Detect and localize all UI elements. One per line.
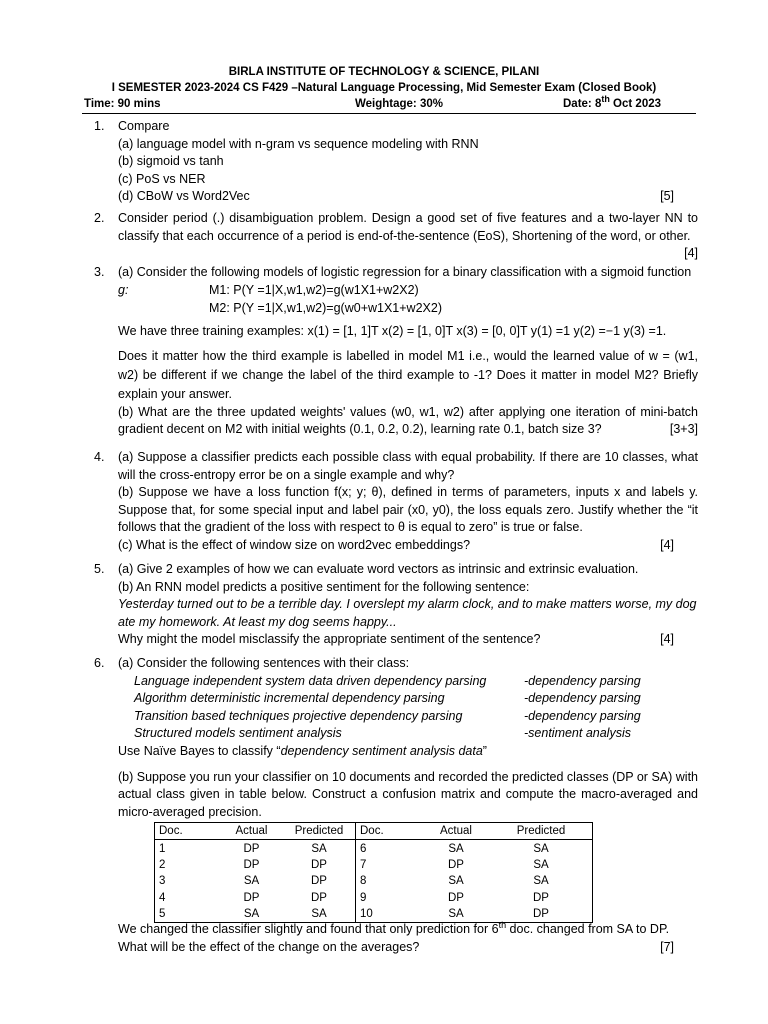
q6-change-note: We changed the classifier slightly and found that only prediction for 6th doc. changed from SA to DP. — [118, 919, 670, 936]
q6-part-a: (a) Consider the following sentences with their class: — [118, 656, 410, 670]
q2-text: Consider period (.) disambiguation problem. Design a good set of five features and a two-layer NN to classify that each occurrence of a period is end-of-the-sentence (EoS), Shortening of the word, or other. — [118, 211, 698, 243]
q3-marks: [3+3] — [669, 422, 698, 437]
q5-part-b: (b) An RNN model predicts a positive sentiment for the following sentence: — [118, 579, 530, 594]
classification-results-table — [154, 822, 593, 923]
q4-part-b: (b) Suppose we have a loss function f(x; y; θ), defined in terms of parameters, inputs x and labels y. Suppose that, for some special input and label pair (x0, y0), the loss equals zero. Justify whether the “it follows that the gradient of the loss with respect to θ is equal to zero” is true or false. — [118, 485, 698, 535]
q1-part-b: (b) sigmoid vs tanh — [118, 154, 224, 169]
question-4 — [94, 449, 698, 555]
q2-marks: [4] — [684, 246, 698, 261]
q3-g-label: g: — [118, 282, 129, 297]
question-1 — [94, 118, 698, 206]
q6-marks: [7] — [660, 939, 674, 954]
table-row: 2 DP DP 7 DP SA — [155, 857, 593, 873]
table-row: 4 DP DP 9 DP DP — [155, 890, 593, 906]
exam-weightage: Weightage: 30% — [355, 98, 443, 110]
question-3 — [94, 264, 698, 439]
q1-title: Compare — [118, 119, 170, 133]
q1-part-d: (d) CBoW vs Word2Vec — [118, 189, 250, 204]
q6-followup — [94, 921, 698, 956]
question-number: 4. — [94, 450, 105, 464]
header-divider — [82, 113, 696, 114]
q5-part-a: (a) Give 2 examples of how we can evaluate word vectors as intrinsic and extrinsic evaluation. — [118, 562, 639, 576]
q4-marks: [4] — [660, 537, 674, 552]
institute-title: BIRLA INSTITUTE OF TECHNOLOGY & SCIENCE, PILANI — [228, 66, 540, 78]
exam-time: Time: 90 mins — [84, 98, 161, 110]
question-number: 2. — [94, 211, 105, 225]
q3-model-m2: M2: P(Y =1|X,w1,w2)=g(w0+w1X1+w2X2) — [209, 300, 442, 315]
q5-marks: [4] — [660, 632, 674, 647]
question-6 — [94, 655, 698, 821]
question-2 — [94, 210, 698, 263]
q1-part-a: (a) language model with n-gram vs sequence modeling with RNN — [118, 136, 479, 151]
exam-title: I SEMESTER 2023-2024 CS F429 –Natural Language Processing, Mid Semester Exam (Closed Book) — [111, 82, 657, 94]
q5-why: Why might the model misclassify the appropriate sentiment of the sentence? — [118, 632, 541, 647]
q6-naive-bayes-task: Use Naïve Bayes to classify “dependency sentiment analysis data” — [118, 743, 487, 758]
table-row: 5 SA SA 10 SA DP — [155, 906, 593, 923]
table-row: 1 DP SA 6 SA SA — [155, 840, 593, 857]
q1-part-c: (c) PoS vs NER — [118, 171, 206, 186]
question-number: 6. — [94, 656, 105, 670]
q3-intro: (a) Consider the following models of logistic regression for a binary classification with a sigmoid function — [118, 265, 692, 279]
q6-sentence: Language independent system data driven dependency parsing -dependency parsing — [134, 673, 641, 688]
q3-model-m1: M1: P(Y =1|X,w1,w2)=g(w1X1+w2X2) — [209, 282, 419, 297]
question-number: 3. — [94, 265, 105, 279]
q6-effect-question: What will be the effect of the change on the averages? — [118, 939, 420, 954]
question-number: 1. — [94, 119, 105, 133]
q3-training-examples: We have three training examples: x(1) = [1, 1]T x(2) = [1, 0]T x(3) = [0, 0]T y(1) =1 y(2) =−1 y(3) =1. — [118, 323, 667, 338]
exam-date: Date: 8th Oct 2023 — [563, 94, 662, 110]
q6-sentence: Algorithm deterministic incremental dependency parsing -dependency parsing — [134, 691, 641, 706]
q3-part-a-text: Does it matter how the third example is labelled in model M1 i.e., would the learned value of w = (w1, w2) be different if we change the label of the third example to -1? Does it matter in model M2? Briefly explain your answer. — [118, 348, 698, 401]
q5-quote: Yesterday turned out to be a terrible day. I overslept my alarm clock, and to make matters worse, my dog ate my homework. At least my dog seems happy... — [118, 597, 697, 629]
q3-part-b-text: (b) What are the three updated weights' values (w0, w1, w2) after applying one iteration of mini-batch gradient decent on M2 with initial weights (0.1, 0.2, 0.2), learning rate 0.1, batch size 3? [3+3] — [118, 404, 698, 439]
q4-part-c: (c) What is the effect of window size on word2vec embeddings? — [118, 537, 471, 552]
question-number: 5. — [94, 562, 105, 576]
q6-sentence: Structured models sentiment analysis -sentiment analysis — [134, 726, 631, 741]
table-row: 3 SA DP 8 SA SA — [155, 873, 593, 889]
q1-marks: [5] — [660, 189, 674, 204]
q4-part-a: (a) Suppose a classifier predicts each possible class with equal probability. If there are 10 classes, what will the cross-entropy error be on a single example and why? — [118, 450, 698, 482]
question-5 — [94, 561, 698, 649]
q6-sentence: Transition based techniques projective dependency parsing -dependency parsing — [134, 708, 641, 723]
table-header-row: Doc. Actual Predicted Doc. Actual Predicted — [155, 823, 593, 840]
q6-part-b: (b) Suppose you run your classifier on 10 documents and recorded the predicted classes (DP or SA) with actual class given in table below. Construct a confusion matrix and compute the macro-averaged and micro-averaged precision. — [118, 769, 698, 819]
